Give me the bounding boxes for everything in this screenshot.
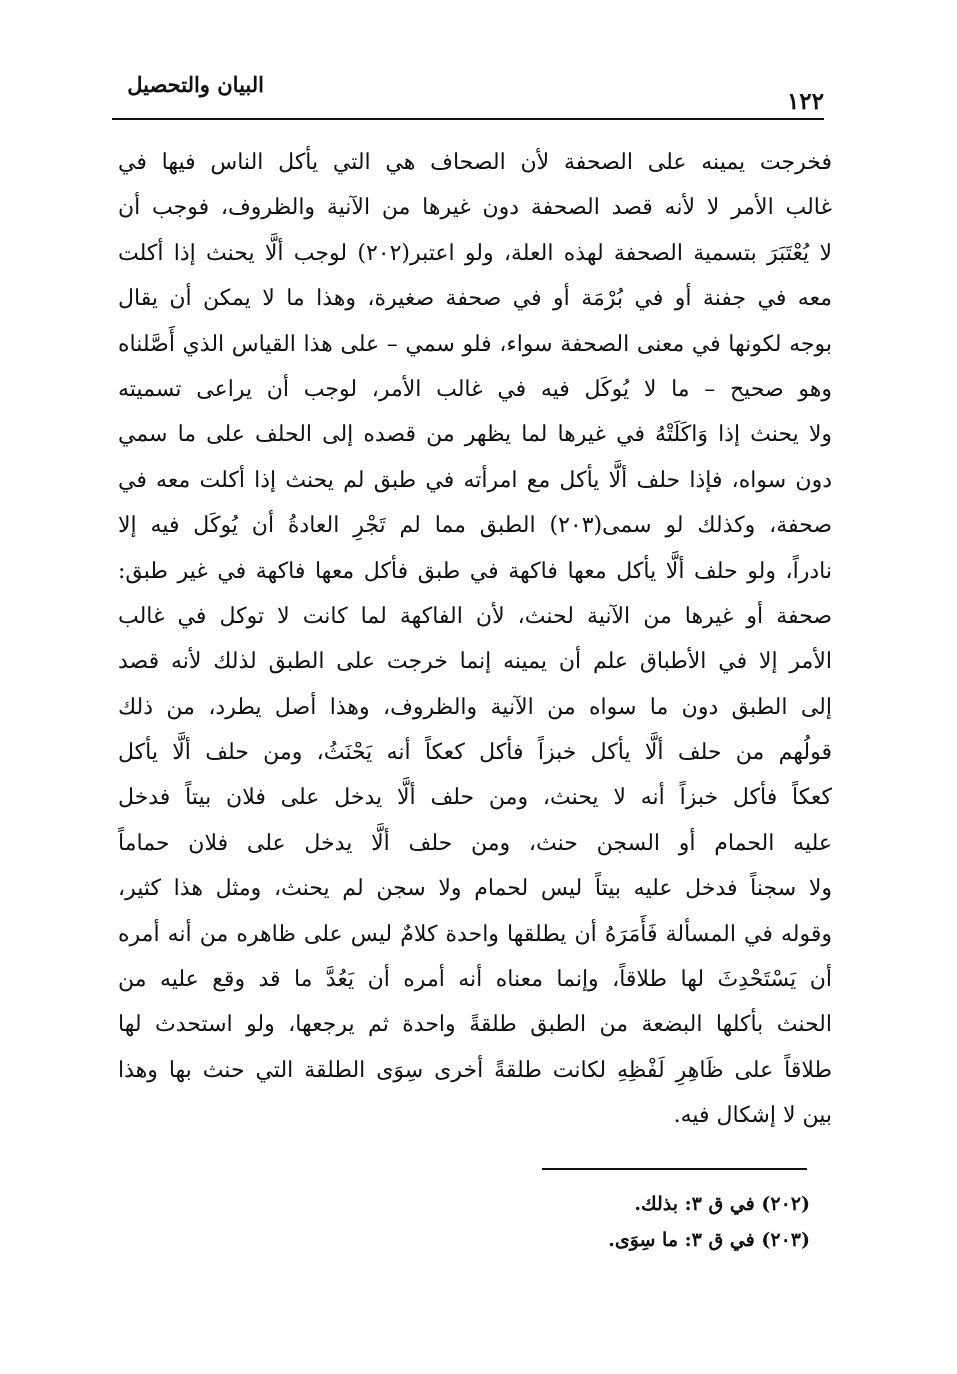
page-header — [112, 68, 824, 120]
text-line: غالب الأمر لا لأنه قصد الصحفة دون غيرها من الآنية والظروف، فوجب أن — [118, 195, 832, 221]
text-line: وهو صحيح – ما لا يُوكَل فيه في غالب الأمر، لوجب أن يراعى تسميته — [118, 376, 832, 402]
text-line: لا يُعْتَبَرَ بتسمية الصحفة لهذه العلة، ولو اعتبر(٢٠٢) لوجب ألَّا يحنث إذا أكلت — [118, 240, 832, 266]
text-line: وقوله في المسألة فَأَمَرَهُ أن يطلقها واحدة كلامٌ ليس على ظاهره من أنه أمره — [118, 921, 832, 947]
text-line: معه في جفنة أو في بُرْمَة أو في صحفة صغيرة، وهذا ما لا يمكن أن يقال — [118, 286, 832, 312]
footnote-rule — [542, 1168, 807, 1170]
text-line: دون سواه، فإذا حلف ألَّا يأكل مع امرأته في طبق لم يحنث إذا أكلت معه في — [118, 467, 832, 493]
text-line: طلاقاً على ظَاهِرِ لَفْظِهِ لكانت طلقةً أخرى سِوَى الطلقة التي حنث بها وهذا — [118, 1057, 832, 1083]
text-line: صحفة أو غيرها من الآنية لحنث، لأن الفاكهة لما كانت لا توكل في غالب — [118, 603, 832, 629]
text-line: إلى الطبق دون ما سواه من الآنية والظروف، وهذا أصل يطرد، من ذلك — [118, 694, 832, 720]
text-line: صحفة، وكذلك لو سمى(٢٠٣) الطبق مما لم تَجْرِ العادةُ أن يُوكَل فيه إلا — [118, 513, 832, 539]
footnotes — [300, 1186, 810, 1258]
text-line: الأمر إلا في الأطباق علم أن يمينه إنما خرجت على الطبق لذلك لأنه قصد — [118, 649, 832, 675]
text-line: ولا يحنث إذا وَاكَلَتْهُ في غيرها لما يظهر من قصده إلى الحلف على ما سمي — [118, 422, 832, 448]
running-title: البيان والتحصيل — [127, 72, 264, 97]
text-line: بين لا إشكال فيه. — [673, 1103, 832, 1129]
text-line: ولا سجناً فدخل عليه بيتاً ليس لحمام ولا سجن لم يحنث، ومثل هذا كثير، — [118, 876, 832, 902]
header-rule — [112, 118, 824, 120]
text-line: فخرجت يمينه على الصحفة لأن الصحاف هي التي يأكل الناس فيها في — [118, 150, 832, 175]
footnote-202: (٢٠٢) في ق ٣: بذلك. — [634, 1193, 810, 1215]
text-line: نادراً، ولو حلف ألَّا يأكل معها فاكهة في طبق فأكل معها فاكهة في غير طبق: — [118, 558, 832, 584]
text-line: قولُهم من حلف ألَّا يأكل خبزاً فأكل كعكاً أنه يَحْنَثُ، ومن حلف ألَّا يأكل — [118, 740, 832, 766]
text-line: أن يَسْتَحْدِثَ لها طلاقاً، وإنما معناه أنه أمره أن يَعُدَّ ما قد وقع عليه من — [118, 967, 832, 993]
body-text — [118, 140, 832, 1139]
text-line: كعكاً فأكل خبزاً أنه لا يحنث، ومن حلف ألَّا يدخل على فلان بيتاً فدخل — [118, 785, 832, 811]
footnote-203: (٢٠٣) في ق ٣: ما سِوَى. — [608, 1229, 810, 1251]
text-line: بوجه لكونها في معنى الصحفة سواء، فلو سمي – على هذا القياس الذي أَصَّلناه — [118, 331, 832, 357]
text-line: عليه الحمام أو السجن حنث، ومن حلف ألَّا يدخل على فلان حماماً — [118, 830, 832, 856]
page-number: ١٢٢ — [786, 88, 824, 115]
text-line: الحنث بأكلها البضعة من الطبق طلقةً واحدة ثم يرجعها، ولو استحدث لها — [118, 1012, 832, 1038]
